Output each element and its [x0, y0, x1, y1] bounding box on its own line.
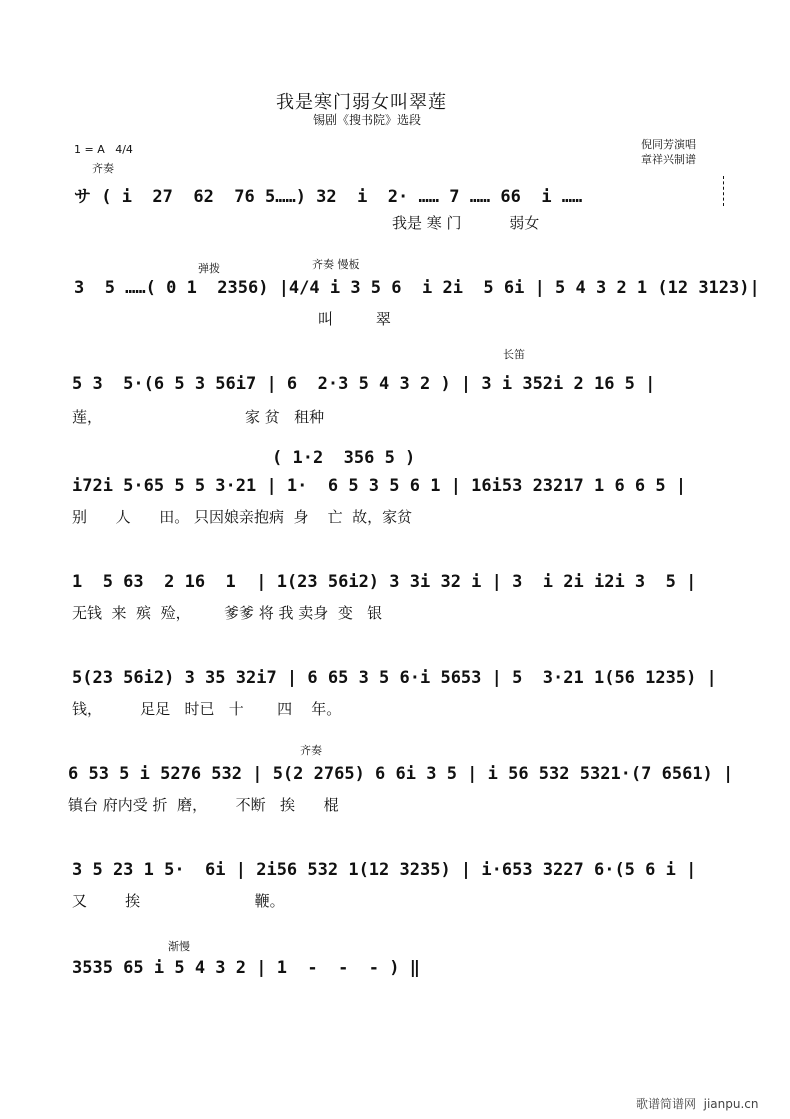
lyrics-line: 叫 翠: [318, 310, 391, 328]
lyrics-line: 无钱 来 殡 殓， 爹爹 将 我 卖身 变 银: [72, 604, 383, 622]
staff-system-7: [0, 740, 790, 820]
lyrics-line: 别 人 田。 只因娘亲抱病 身 亡 故，家贫: [72, 508, 413, 526]
staff-system-8: [0, 832, 790, 912]
lyrics-line: 钱， 足足 时已 十 四 年。: [72, 700, 342, 718]
lyrics-line: 莲， 家 贫 租种: [72, 408, 325, 426]
performance-mark: 长笛: [503, 348, 525, 361]
performance-mark: 渐慢: [168, 940, 190, 953]
key-signature: 1 = A 4/4: [74, 143, 133, 156]
notation-line: 3535 65 i 5 4 3 2 | 1 - - - ) ‖: [72, 958, 420, 978]
page-title: 我是寒门弱女叫翠莲: [276, 92, 447, 113]
performance-mark: 齐奏 慢板: [312, 258, 360, 271]
notation-line: 3 5 ……( 0 1 2356) |4/4 i 3 5 6 i 2i 5 6i | 5 4 3 2 1 (12 3123)|: [74, 278, 760, 298]
credit-singer: 倪同芳演唱: [641, 138, 696, 151]
credit-notation: 章祥兴制谱: [641, 153, 696, 166]
staff-system-6: [0, 640, 790, 720]
staff-system-3: [0, 346, 790, 426]
lyrics-line: 我是 寒 门 弱女: [392, 214, 540, 232]
system-end-barline: [723, 176, 724, 206]
notation-line: 5(23 56i2) 3 35 32i7 | 6 65 3 5 6·i 5653 | 5 3·21 1(56 1235) |: [72, 668, 717, 688]
notation-line: 1 5 63 2 16 1 | 1(23 56i2) 3 3i 32 i | 3 i 2i i2i 3 5 |: [72, 572, 697, 592]
notation-line: 6 53 5 i 5276 532 | 5(2 2765) 6 6i 3 5 | i 56 532 5321·(7 6561) |: [68, 764, 734, 784]
notation-line: サ ( i 27 62 76 5……) 32 i 2· …… 7 …… 66 i ……: [74, 187, 583, 207]
lyrics-line: 镇台 府内受 折 磨， 不断 挨 棍: [68, 796, 339, 814]
performance-mark: 齐奏: [300, 744, 322, 757]
staff-system-5: [0, 544, 790, 624]
performance-mark: 齐奏: [92, 162, 114, 175]
interlude-bracket: ( 1·2 356 5 ): [272, 448, 416, 468]
staff-system-1: [0, 160, 790, 240]
notation-line: i72i 5·65 5 5 3·21 | 1· 6 5 3 5 6 1 | 16i53 23217 1 6 6 5 |: [72, 476, 687, 496]
staff-system-2: [0, 256, 790, 336]
watermark-text: 歌谱简谱网 jianpu.cn: [636, 1097, 759, 1111]
staff-system-4: [0, 448, 790, 528]
lyrics-line: 又 挨 鞭。: [72, 892, 285, 910]
staff-system-9: [0, 936, 790, 1016]
performance-mark: 弹拨: [198, 262, 220, 275]
subtitle: 锡剧《搜书院》选段: [313, 113, 422, 127]
notation-line: 3 5 23 1 5· 6i | 2i56 532 1(12 3235) | i·653 3227 6·(5 6 i |: [72, 860, 697, 880]
notation-line: 5 3 5·(6 5 3 56i7 | 6 2·3 5 4 3 2 ) | 3 i 352i 2 16 5 |: [72, 374, 656, 394]
